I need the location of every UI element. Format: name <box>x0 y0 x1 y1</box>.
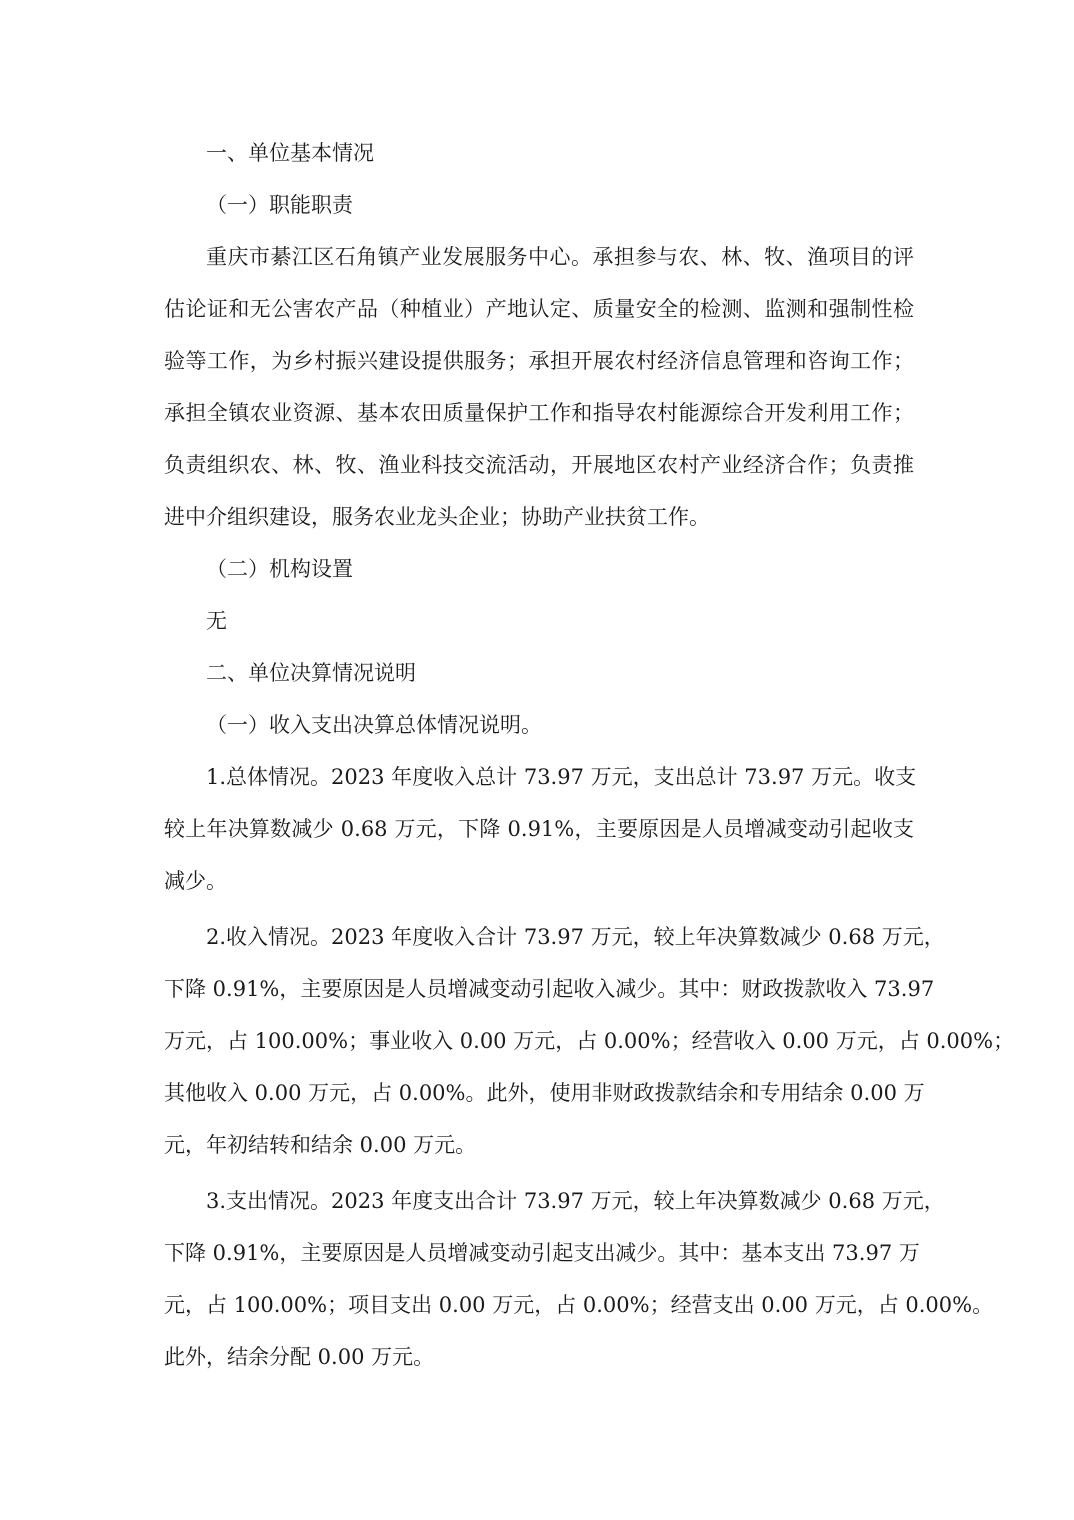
paragraph-organization: 无 <box>206 609 227 633</box>
subheading-organization: （二）机构设置 <box>206 557 353 581</box>
paragraph-line: 万元，占 100.00%；事业收入 0.00 万元，占 0.00%；经营收入 0.00 万元，占 0.00%； <box>164 1029 1015 1053</box>
subheading-duties: （一）职能职责 <box>206 193 353 217</box>
paragraph-line: 减少。 <box>164 869 227 893</box>
paragraph-line: 估论证和无公害农产品（种植业）产地认定、质量安全的检测、监测和强制性检 <box>164 297 914 321</box>
paragraph-line: 此外，结余分配 0.00 万元。 <box>164 1345 435 1369</box>
paragraph-line: 重庆市綦江区石角镇产业发展服务中心。承担参与农、林、牧、渔项目的评 <box>206 245 914 269</box>
paragraph-expense <box>164 1188 994 1370</box>
paragraph-overall <box>164 764 917 894</box>
paragraph-duties <box>164 244 914 530</box>
paragraph-line: 其他收入 0.00 万元，占 0.00%。此外，使用非财政拨款结余和专用结余 0.00 万 <box>164 1081 925 1105</box>
heading-unit-basic-info: 一、单位基本情况 <box>206 141 374 165</box>
heading-final-accounts: 二、单位决算情况说明 <box>206 661 416 685</box>
document-page <box>164 140 1015 1370</box>
paragraph-line: 负责组织农、林、牧、渔业科技交流活动，开展地区农村产业经济合作；负责推 <box>164 453 914 477</box>
subheading-income-expense-overview: （一）收入支出决算总体情况说明。 <box>206 713 542 737</box>
paragraph-line: 下降 0.91%，主要原因是人员增减变动引起收入减少。其中：财政拨款收入 73.97 <box>164 977 935 1001</box>
paragraph-line: 下降 0.91%，主要原因是人员增减变动引起支出减少。其中：基本支出 73.97 万 <box>164 1241 920 1265</box>
paragraph-line: 元，年初结转和结余 0.00 万元。 <box>164 1133 477 1157</box>
paragraph-line: 较上年决算数减少 0.68 万元，下降 0.91%，主要原因是人员增减变动引起收支 <box>164 817 914 841</box>
paragraph-line: 验等工作，为乡村振兴建设提供服务；承担开展农村经济信息管理和咨询工作； <box>164 349 914 373</box>
paragraph-line: 承担全镇农业资源、基本农田质量保护工作和指导农村能源综合开发利用工作； <box>164 401 914 425</box>
paragraph-income <box>164 924 1015 1158</box>
paragraph-line: 1.总体情况。2023 年度收入总计 73.97 万元，支出总计 73.97 万元。收支 <box>206 765 917 789</box>
paragraph-line: 元，占 100.00%；项目支出 0.00 万元，占 0.00%；经营支出 0.00 万元，占 0.00%。 <box>164 1293 994 1317</box>
paragraph-line: 进中介组织建设，服务农业龙头企业；协助产业扶贫工作。 <box>164 505 710 529</box>
paragraph-line: 2.收入情况。2023 年度收入合计 73.97 万元，较上年决算数减少 0.68 万元， <box>206 925 945 949</box>
paragraph-line: 3.支出情况。2023 年度支出合计 73.97 万元，较上年决算数减少 0.68 万元， <box>206 1189 945 1213</box>
